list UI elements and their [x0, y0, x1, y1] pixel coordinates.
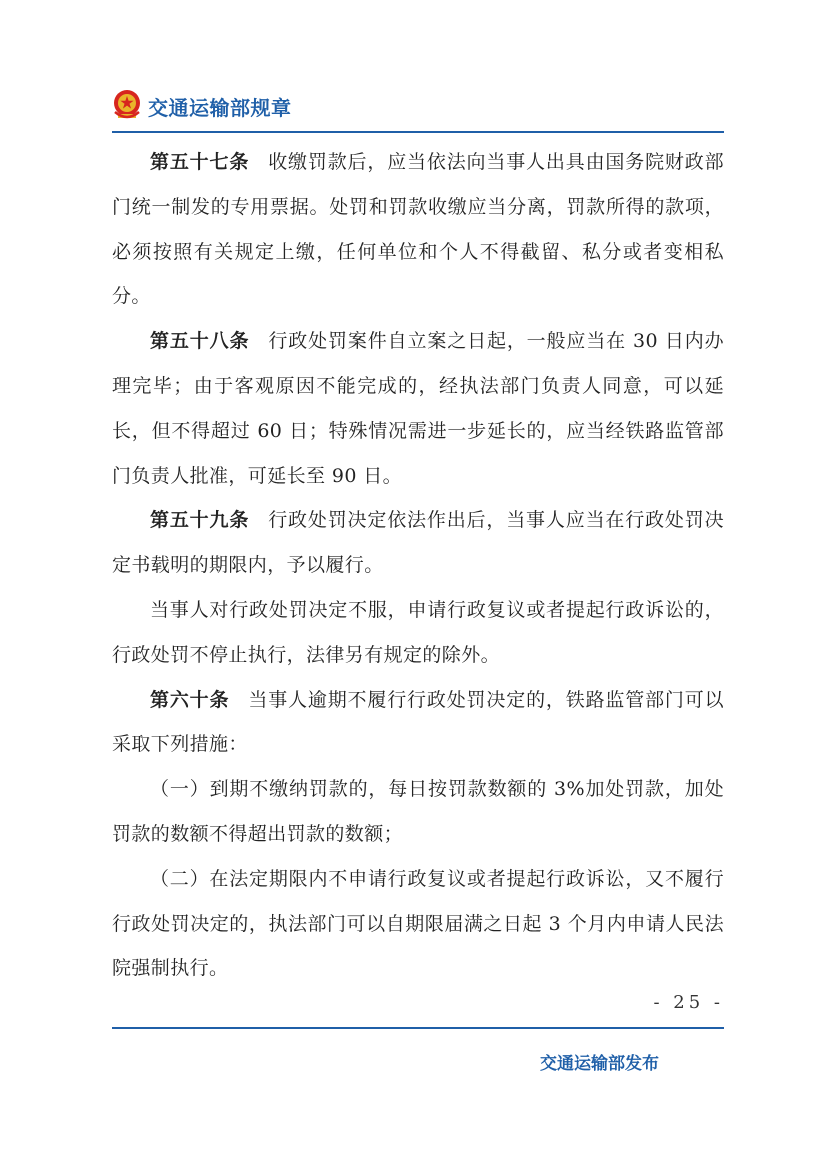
- article-paragraph: [112, 140, 724, 319]
- national-emblem-icon: [112, 88, 142, 122]
- article-label: 第五十七条: [150, 151, 250, 173]
- document-body: [112, 140, 724, 991]
- page-number: - 25 -: [653, 992, 724, 1013]
- article-label: 第五十九条: [150, 509, 250, 532]
- article-paragraph: [112, 678, 724, 768]
- footer-divider: [112, 1027, 724, 1029]
- header-divider: [112, 131, 724, 133]
- article-text: （一）到期不缴纳罚款的，每日按罚款数额的 3%加处罚款，加处罚款的数额不得超出罚款的数额；: [112, 778, 724, 845]
- article-text: 当事人逾期不履行行政处罚决定的，铁路监管部门可以采取下列措施：: [112, 688, 724, 756]
- article-text: 收缴罚款后，应当依法向当事人出具由国务院财政部门统一制发的专用票据。处罚和罚款收缴应当分离，罚款所得的款项，必须按照有关规定上缴，任何单位和个人不得截留、私分或者变相私分。: [112, 151, 724, 308]
- article-paragraph: [112, 588, 724, 678]
- article-label: 第五十八条: [150, 330, 250, 353]
- page-header: [112, 84, 724, 132]
- article-paragraph: [112, 498, 724, 588]
- article-paragraph: [112, 319, 724, 498]
- list-item-paragraph: [112, 767, 724, 857]
- article-text: 当事人对行政处罚决定不服，申请行政复议或者提起行政诉讼的，行政处罚不停止执行，法律另有规定的除外。: [112, 598, 724, 666]
- article-text: （二）在法定期限内不申请行政复议或者提起行政诉讼，又不履行行政处罚决定的，执法部门可以自期限届满之日起 3 个月内申请人民法院强制执行。: [112, 867, 724, 980]
- article-text: 行政处罚决定依法作出后，当事人应当在行政处罚决定书载明的期限内，予以履行。: [112, 509, 724, 577]
- list-item-paragraph: [112, 857, 724, 991]
- article-text: 行政处罚案件自立案之日起，一般应当在 30 日内办理完毕；由于客观原因不能完成的，经执法部门负责人同意，可以延长，但不得超过 60 日；特殊情况需进一步延长的，应当经铁路监管部门负责人批准，可延长至 90 日。: [112, 330, 724, 487]
- footer-publisher: 交通运输部发布: [540, 1054, 659, 1074]
- header-title: 交通运输部规章: [148, 96, 292, 120]
- article-label: 第六十条: [150, 688, 230, 711]
